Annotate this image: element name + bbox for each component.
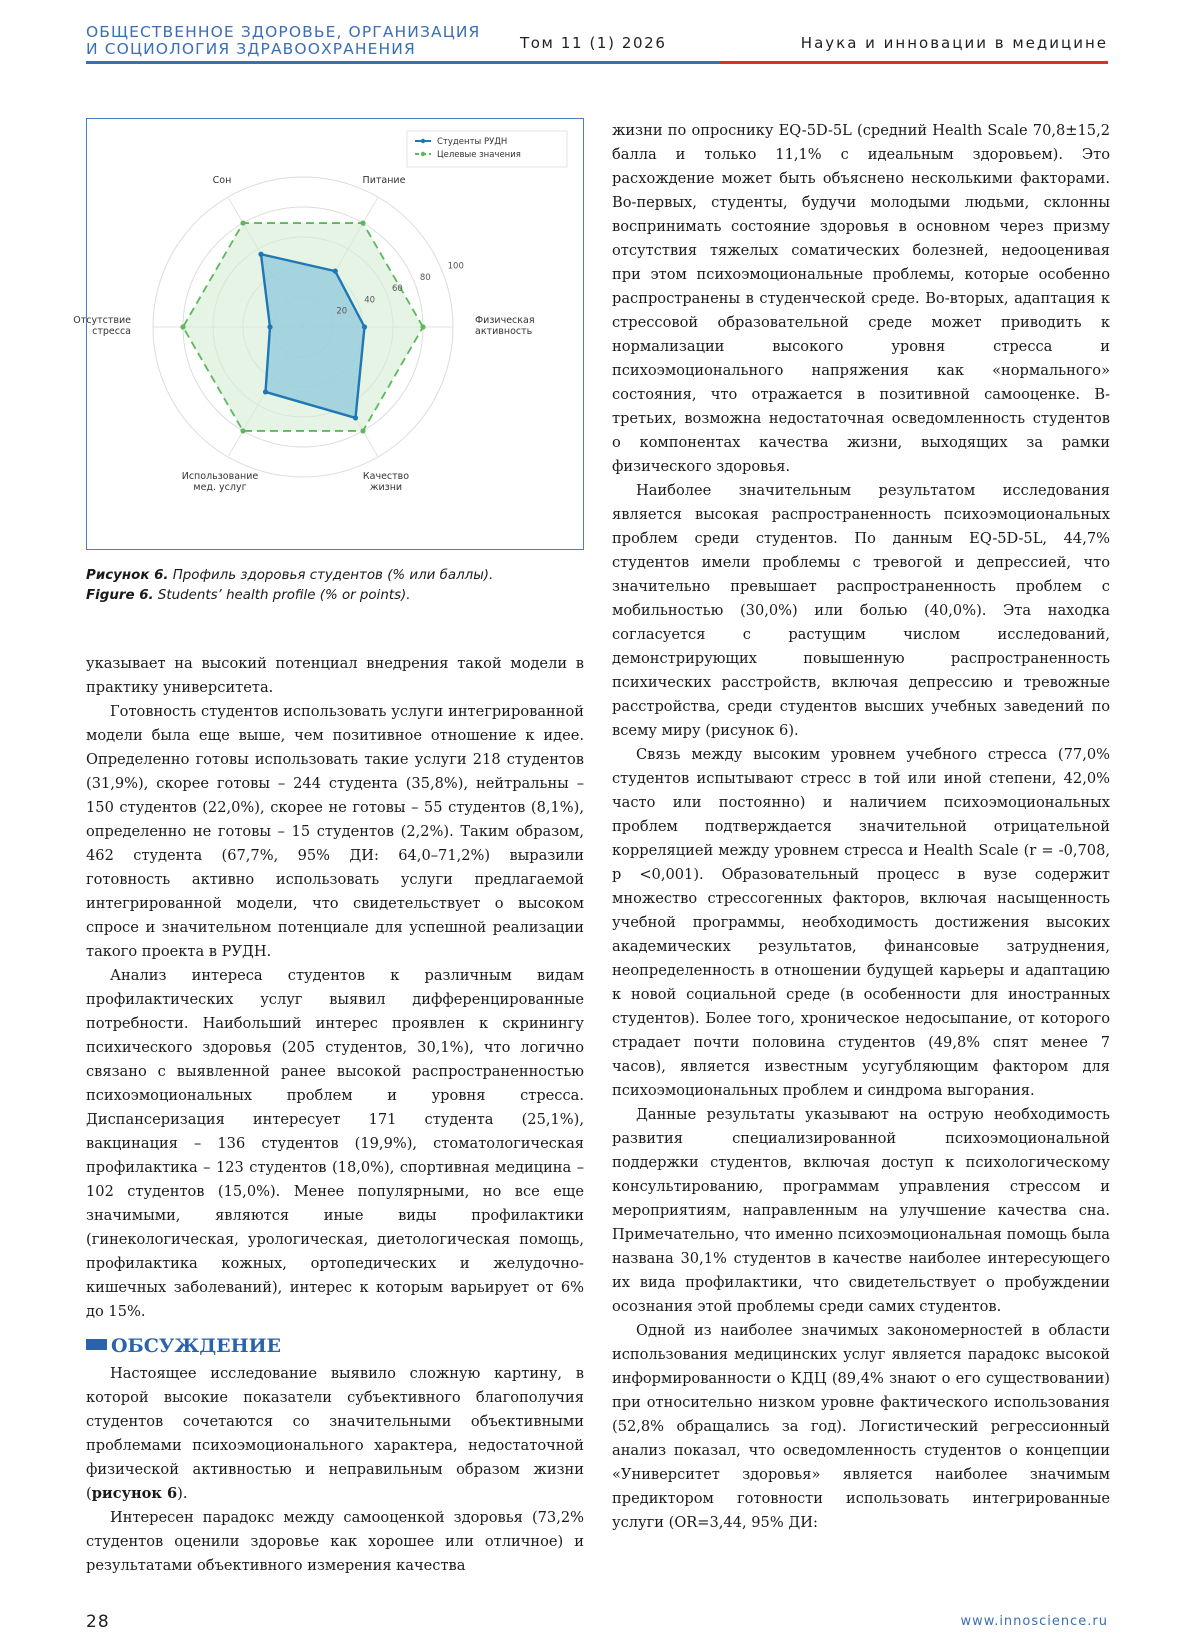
figure-caption bbox=[86, 566, 586, 606]
section-heading bbox=[86, 1335, 281, 1361]
left-column bbox=[86, 652, 584, 1324]
caption-label-ru: Рисунок 6. bbox=[86, 568, 169, 583]
students-point bbox=[267, 324, 272, 329]
axis-label: Использование bbox=[181, 470, 259, 482]
axis-label: активность bbox=[475, 326, 533, 337]
radial-tick-label: 40 bbox=[364, 295, 376, 306]
radial-tick-label: 100 bbox=[447, 261, 464, 272]
students-point bbox=[353, 415, 358, 420]
axis-label: стресса bbox=[92, 326, 131, 337]
legend-entry: Студенты РУДН bbox=[437, 137, 508, 147]
paragraph: Одной из наиболее значимых закономерностей в области использования медицинских услуг является парадокс высокой информированности о КДЦ (89,4% знают о его существовании) при относительно низком уровне фактического использования (52,8% обращались за год). Логистический регрессионный анализ показал, что осведомленность студентов о концепции «Университет здоровья» является наиболее значимым предиктором готовности использовать интегрированные услуги (OR=3,44, 95% ДИ: bbox=[612, 1322, 1110, 1531]
paragraph: Данные результаты указывают на острую необходимость развития специализированной психоэмоциональной поддержки студентов, включая доступ к психологическому консультированию, программам управления стрессом и мероприятиям, направленным на улучшение качества сна. Примечательно, что именно психоэмоциональная помощь была названа 30,1% студентов в качестве наиболее интересующего их вида профилактики, что свидетельствует о пробуждении осознания этой проблемы среди самих студентов. bbox=[612, 1106, 1110, 1315]
figure-reference: рисунок 6 bbox=[91, 1485, 178, 1502]
journal-section-title: ОБЩЕСТВЕННОЕ ЗДОРОВЬЕ, ОРГАНИЗАЦИЯ И СОЦИОЛОГИЯ ЗДРАВООХРАНЕНИЯ bbox=[86, 23, 481, 58]
radial-tick-label: 60 bbox=[392, 284, 403, 295]
right-column bbox=[612, 119, 1110, 1535]
paragraph: Анализ интереса студентов к различным видам профилактических услуг выявил дифференцированные потребности. Наибольший интерес проявлен к скринингу психического здоровья (205 студентов, 30,1%), что логично связано с выявленной ранее высокой распространенностью психоэмоциональных проблем и уровня стресса. Диспансеризация интересует 171 студента (25,1%), вакцинация – 136 студентов (19,9%), стоматологическая профилактика – 123 студентов (18,0%), спортивная медицина – 102 студентов (15,0%). Менее популярными, но все еще значимыми, являются иные виды профилактики (гинекологическая, урологическая, диетологическая помощь, профилактика кожных, ортопедических и желудочно-кишечных заболеваний), интерес к которым варьирует от 6% до 15%. bbox=[86, 967, 584, 1320]
legend-entry: Целевые значения bbox=[437, 150, 521, 160]
target-point bbox=[360, 220, 365, 225]
radial-tick-label: 20 bbox=[336, 306, 348, 317]
radial-tick-label: 80 bbox=[419, 272, 431, 283]
paragraph: указывает на высокий потенциал внедрения такой модели в практику университета. bbox=[86, 655, 584, 696]
paragraph: Интересен парадокс между самооценкой здоровья (73,2% студентов оценили здоровье как хорошее или отличное) и результатами объективного измерения качества bbox=[86, 1509, 584, 1574]
paragraph: Готовность студентов использовать услуги интегрированной модели была еще выше, чем позитивное отношение к идее. Определенно готовы использовать такие услуги 218 студентов (31,9%), скорее готовы – 244 студента (35,8%), нейтральны – 150 студентов (22,0%), скорее не готовы – 55 студентов (8,1%), определенно не готовы – 15 студентов (2,2%). Таким образом, 462 студента (67,7%, 95% ДИ: 64,0–71,2%) выразили готовность активно использовать услуги предлагаемой интегрированной модели, что свидетельствует о высоком спросе и значительном потенциале для успешной реализации такого проекта в РУДН. bbox=[86, 703, 584, 960]
students-point bbox=[263, 389, 268, 394]
header-rule-accent bbox=[720, 61, 1108, 64]
figure-6 bbox=[73, 118, 584, 550]
target-point bbox=[240, 428, 245, 433]
paragraph bbox=[86, 1362, 584, 1506]
caption-label-en: Figure 6. bbox=[86, 588, 154, 603]
paragraph: Связь между высоким уровнем учебного стресса (77,0% студентов испытывают стресс в той или иной степени, 42,0% часто или постоянно) и наличием психоэмоциональных проблем подтверждается значительной отрицательной корреляцией между уровнем стресса и Health Scale (r = -0,708, p <0,001). Образовательный процесс в вузе содержит множество стрессогенных факторов, включая насыщенность учебной программы, необходимость достижения высоких академических результатов, финансовые затруднения, неопределенность в отношении будущей карьеры и адаптацию к новой социальной среде (в особенности для иностранных студентов). Более того, хроническое недосыпание, от которого страдает почти половина студентов (49,8% спят менее 7 часов), является известным усугубляющим фактором для психоэмоциональных проблем и синдрома выгорания. bbox=[612, 746, 1110, 1099]
target-point bbox=[420, 324, 425, 329]
target-point bbox=[360, 428, 365, 433]
axis-label: Питание bbox=[362, 175, 406, 187]
target-point bbox=[240, 220, 245, 225]
text-span: ). bbox=[177, 1485, 188, 1502]
students-point bbox=[333, 269, 338, 274]
axis-label: мед. услуг bbox=[193, 481, 247, 493]
caption-text-en: Students’ health profile (% or points). bbox=[153, 588, 411, 603]
caption-text-ru: Профиль здоровья студентов (% или баллы). bbox=[168, 568, 494, 583]
students-point bbox=[258, 252, 263, 257]
axis-label: Сон bbox=[212, 175, 232, 187]
legend-marker bbox=[421, 139, 425, 143]
axis-label: Физическая bbox=[475, 315, 535, 326]
discussion-text bbox=[86, 1362, 584, 1578]
axis-label: Качество bbox=[362, 470, 410, 482]
radar-chart bbox=[73, 119, 583, 549]
journal-name: Наука и инновации в медицине bbox=[800, 34, 1108, 52]
legend-marker bbox=[421, 152, 425, 156]
axis-label: жизни bbox=[369, 481, 403, 493]
paragraph: жизни по опроснику EQ-5D-5L (средний Health Scale 70,8±15,2 балла и только 11,1% с идеальным здоровьем). Это расхождение может быть объяснено несколькими факторами. Во-первых, студенты, будучи молодыми людьми, склонны воспринимать состояние здоровья в основном через призму отсутствия тяжелых соматических болезней, недооценивая при этом психоэмоциональные проблемы, которые особенно распространены в студенческой среде. Во-вторых, адаптация к стрессовой образовательной среде может приводить к нормализации высокого уровня стресса и психоэмоционального напряжения как «нормального» состояния, что отражается в позитивной самооценке. В-третьих, возможна недостаточная осведомленность студентов о компонентах качества жизни, выходящих за рамки физического здоровья. bbox=[612, 122, 1110, 475]
volume-issue: Том 11 (1) 2026 bbox=[520, 34, 667, 52]
heading-text: ОБСУЖДЕНИЕ bbox=[111, 1335, 282, 1357]
axis-label: Отсутствие bbox=[73, 315, 131, 326]
page-number: 28 bbox=[86, 1612, 110, 1632]
paragraph: Наиболее значительным результатом исследования является высокая распространенность психоэмоциональных проблем среди студентов. По данным EQ-5D-5L, 44,7% студентов имели проблемы с тревогой и депрессией, что значительно превышает распространенность проблем с мобильностью (30,0%) или болью (40,0%). Эта находка согласуется с растущим числом исследований, демонстрирующих повышенную распространенность психических расстройств, включая депрессию и тревожные расстройства, среди студентов высших учебных заведений по всему миру (рисунок 6). bbox=[612, 482, 1110, 739]
heading-marker bbox=[86, 1339, 107, 1350]
target-point bbox=[180, 324, 185, 329]
website-link[interactable]: www.innoscience.ru bbox=[960, 1614, 1108, 1629]
students-point bbox=[362, 324, 367, 329]
text-span: Настоящее исследование выявило сложную картину, в которой высокие показатели субъективного благополучия студентов сочетаются со значительными объективными проблемами психоэмоционального характера, недостаточной физической активностью и неправильным образом жизни ( bbox=[86, 1365, 584, 1502]
